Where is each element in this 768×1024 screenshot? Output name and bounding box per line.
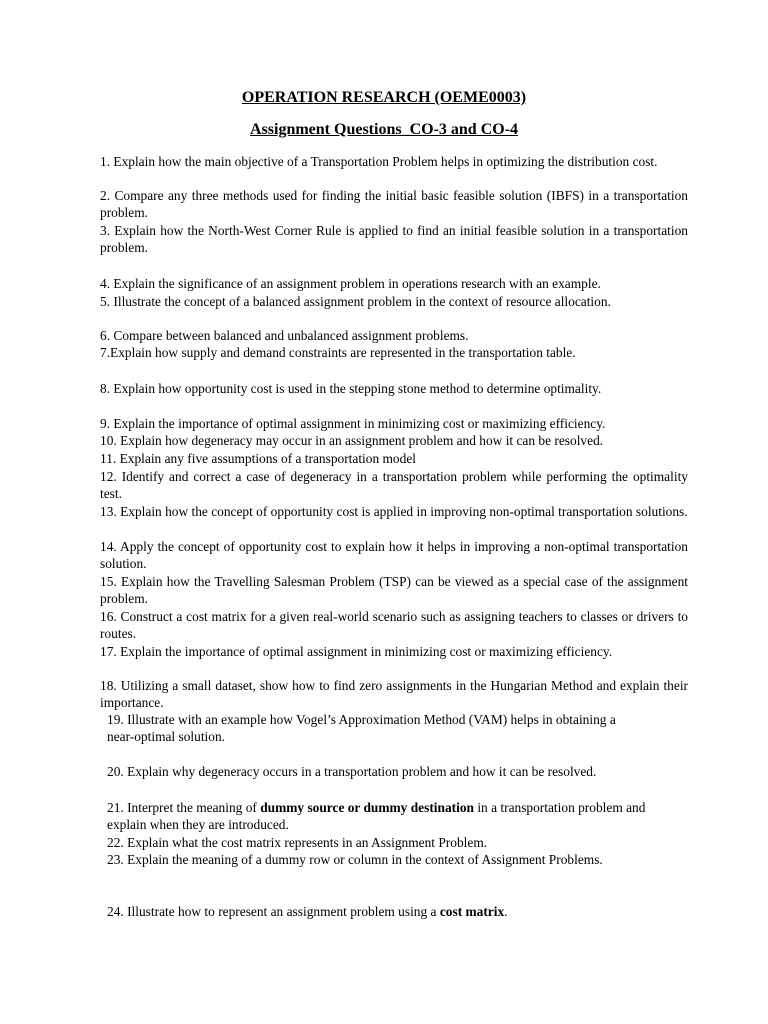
question-18: 18. Utilizing a small dataset, show how to find zero assignments in the Hungarian Method and explain their importance. (100, 678, 688, 710)
question-13: 13. Explain how the concept of opportunity cost is applied in improving non-optimal transportation solutions. (100, 504, 688, 519)
question-1: 1. Explain how the main objective of a Transportation Problem helps in optimizing the distribution cost. (100, 154, 658, 169)
question-17: 17. Explain the importance of optimal assignment in minimizing cost or maximizing efficiency. (100, 644, 613, 659)
question-14: 14. Apply the concept of opportunity cost to explain how it helps in improving a non-optimal transportation solution. (100, 539, 688, 571)
question-9: 9. Explain the importance of optimal assignment in minimizing cost or maximizing efficiency. (100, 416, 606, 431)
question-24-text: 24. Illustrate how to represent an assignment problem using a (107, 904, 440, 919)
question-11: 11. Explain any five assumptions of a transportation model (100, 451, 416, 466)
question-24-text-end: . (504, 904, 508, 919)
question-24-emphasis: cost matrix (439, 904, 505, 919)
document-subtitle: Assignment Questions_CO-3 and CO-4 (249, 121, 519, 138)
document-title: OPERATION RESEARCH (OEME0003) (241, 89, 527, 106)
question-23: 23. Explain the meaning of a dummy row or column in the context of Assignment Problems. (107, 852, 603, 867)
question-24 (107, 903, 687, 920)
question-16: 16. Construct a cost matrix for a given real-world scenario such as assigning teachers to classes or drivers to routes. (100, 609, 688, 641)
question-7: 7.Explain how supply and demand constraints are represented in the transportation table. (100, 345, 576, 360)
question-6: 6. Compare between balanced and unbalanced assignment problems. (100, 328, 469, 343)
question-3: 3. Explain how the North-West Corner Rule is applied to find an initial feasible solution in a transportation problem. (100, 223, 688, 255)
question-21-text-end: in a transportation problem and explain when they are introduced. (107, 800, 646, 832)
question-22: 22. Explain what the cost matrix represents in an Assignment Problem. (107, 835, 488, 850)
question-12: 12. Identify and correct a case of degeneracy in a transportation problem while performing the optimality test. (100, 469, 688, 501)
question-10: 10. Explain how degeneracy may occur in an assignment problem and how it can be resolved. (100, 433, 604, 448)
question-21-emphasis: dummy source or dummy destination (260, 800, 474, 815)
question-5: 5. Illustrate the concept of a balanced assignment problem in the context of resource allocation. (100, 294, 611, 309)
question-21 (107, 799, 667, 833)
question-20: 20. Explain why degeneracy occurs in a transportation problem and how it can be resolved. (107, 764, 597, 779)
question-19: 19. Illustrate with an example how Vogel’s Approximation Method (VAM) helps in obtaining a near-optimal solution. (107, 712, 616, 744)
question-15: 15. Explain how the Travelling Salesman Problem (TSP) can be viewed as a special case of the assignment problem. (100, 574, 688, 606)
question-8: 8. Explain how opportunity cost is used in the stepping stone method to determine optimality. (100, 381, 602, 396)
question-2: 2. Compare any three methods used for finding the initial basic feasible solution (IBFS) in a transportation problem. (100, 188, 688, 220)
question-21-text: 21. Interpret the meaning of (107, 800, 261, 815)
question-4: 4. Explain the significance of an assignment problem in operations research with an example. (100, 276, 601, 291)
